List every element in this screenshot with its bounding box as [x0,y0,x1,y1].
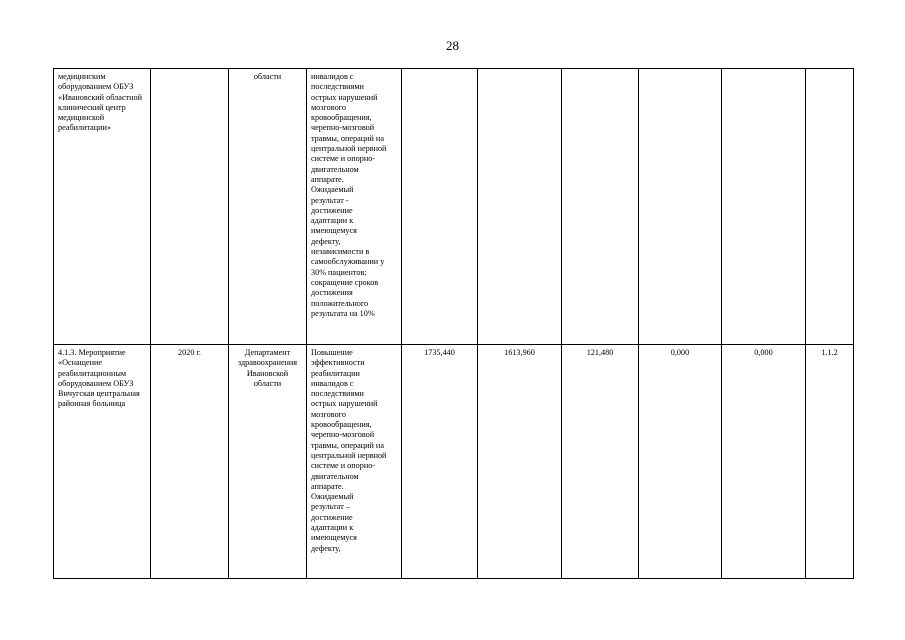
funding-cell-1 [478,69,562,345]
program-table [53,68,854,579]
indicator-code-cell [806,69,854,345]
funding-cell-1: 1613,960 [478,345,562,579]
total-funding-cell [402,69,478,345]
executor-cell: Департамент здравоохранения Ивановской области [229,345,307,579]
funding-cell-4: 0,000 [722,345,806,579]
deadline-cell [151,69,229,345]
page-number: 28 [446,38,459,53]
total-funding-cell: 1735,440 [402,345,478,579]
measure-name-cell: медицинским оборудованием ОБУЗ «Ивановский областной клинический центр медицинской реабилитации» [54,69,151,345]
description-cell: Повышение эффективности реабилитации инвалидов с последствиями острых нарушений мозгового кровообращения, черепно-мозговой травмы, операций на центральной нервной системе и опорно- двигательном аппарате. Ожидаемый результат – достижение адаптации к имеющемуся дефекту, [307,345,402,579]
funding-cell-3: 0,000 [639,345,722,579]
funding-cell-2 [562,69,639,345]
description-cell: инвалидов с последствиями острых нарушений мозгового кровообращения, черепно-мозговой травмы, операций на центральной нервной системе и опорно- двигательном аппарате. Ожидаемый результат - достижение адаптации к имеющемуся дефекту, независимости в самообслуживании у 30% пациентов; сокращение сроков достижения положительного результата на 10% [307,69,402,345]
funding-cell-3 [639,69,722,345]
deadline-cell: 2020 г. [151,345,229,579]
funding-cell-4 [722,69,806,345]
funding-cell-2: 121,480 [562,345,639,579]
indicator-code-cell: 1.1.2 [806,345,854,579]
table-row [54,345,854,579]
table-row [54,69,854,345]
measure-name-cell: 4.1.3. Мероприятие «Оснащение реабилитационным оборудованием ОБУЗ Вичугская центральная районная больница [54,345,151,579]
executor-cell: области [229,69,307,345]
